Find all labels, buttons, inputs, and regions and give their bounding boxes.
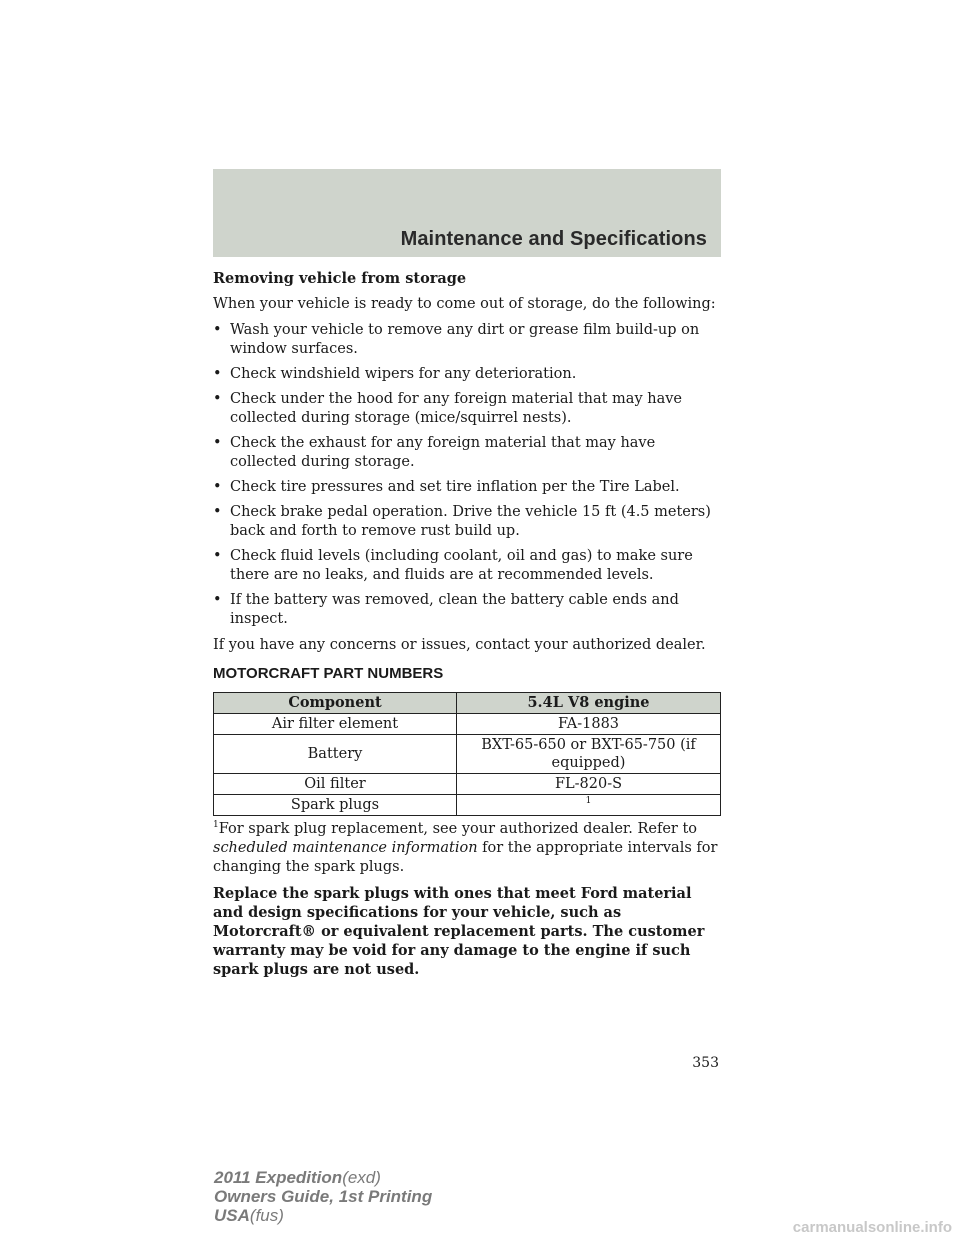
column-header-engine: 5.4L V8 engine (457, 693, 721, 714)
table-row (214, 795, 721, 816)
table-cell: BXT-65-650 or BXT-65-750 (if equipped) (457, 735, 721, 774)
site-watermark: carmanualsonline.info (792, 1219, 952, 1236)
footnote-reference: 1 (585, 796, 592, 807)
spark-plug-warning: Replace the spark plugs with ones that meet Ford material and design specifications for your vehicle, such as Motorcraft® or equivalent replacement parts. The customer warranty may be void for any damage to the engine if such spark plugs are not used. (213, 885, 705, 978)
column-header-component: Component (214, 693, 457, 714)
storage-heading: Removing vehicle from storage (213, 270, 467, 287)
table-cell: Air filter element (214, 714, 457, 735)
table-header-row (214, 693, 721, 714)
table-cell (457, 795, 721, 816)
footnote-reference-title: scheduled maintenance information (213, 840, 478, 856)
page-number: 353 (692, 1055, 719, 1071)
list-item: • Check brake pedal operation. Drive the vehicle 15 ft (4.5 meters) back and forth to remove rust build up. (213, 504, 711, 539)
bullet-icon: • (213, 548, 222, 564)
footnote: $^1$For spark plug replacement, see your authorized dealer. Refer to scheduled maintenance information for the appropriate intervals for changing the spark plugs. (213, 820, 718, 875)
footer-line-3: USA(fus) (214, 1206, 284, 1225)
storage-checklist (213, 321, 721, 629)
section-title: Maintenance and Specifications (400, 228, 707, 250)
parts-table (213, 692, 721, 816)
bullet-icon: • (213, 504, 222, 520)
list-item: • Check tire pressures and set tire inflation per the Tire Label. (213, 479, 680, 495)
list-item: • Check under the hood for any foreign material that may have collected during storage (mice/squirrel nests). (213, 391, 683, 426)
bullet-icon: • (213, 592, 222, 608)
table-row (214, 774, 721, 795)
table-row (214, 735, 721, 774)
list-item: • If the battery was removed, clean the battery cable ends and inspect. (213, 592, 679, 627)
table-cell: Spark plugs (214, 795, 457, 816)
footer-line-1: 2011 Expedition(exd) (214, 1168, 381, 1187)
bullet-icon: • (213, 366, 222, 382)
list-item: • Check the exhaust for any foreign material that may have collected during storage. (213, 435, 656, 470)
storage-closing: If you have any concerns or issues, contact your authorized dealer. (213, 637, 706, 653)
bullet-icon: • (213, 322, 222, 338)
table-cell: FL-820-S (457, 774, 721, 795)
section-header-band (213, 169, 721, 257)
bullet-icon: • (213, 391, 222, 407)
list-item: • Check fluid levels (including coolant, oil and gas) to make sure there are no leaks, and fluids are at recommended levels. (213, 548, 693, 583)
bullet-icon: • (213, 479, 222, 495)
list-item: • Check windshield wipers for any deterioration. (213, 366, 577, 382)
storage-intro: When your vehicle is ready to come out of storage, do the following: (213, 296, 716, 312)
footer-line-2: Owners Guide, 1st Printing (214, 1187, 433, 1206)
parts-heading: MOTORCRAFT PART NUMBERS (213, 665, 444, 682)
table-cell: Oil filter (214, 774, 457, 795)
print-footer (214, 1168, 432, 1225)
bullet-icon: • (213, 435, 222, 451)
table-row (214, 714, 721, 735)
footnote-marker: 1 (213, 820, 219, 831)
table-cell: FA-1883 (457, 714, 721, 735)
table-cell: Battery (214, 735, 457, 774)
list-item: • Wash your vehicle to remove any dirt or grease film build-up on window surfaces. (213, 322, 700, 357)
page-content (213, 269, 721, 986)
